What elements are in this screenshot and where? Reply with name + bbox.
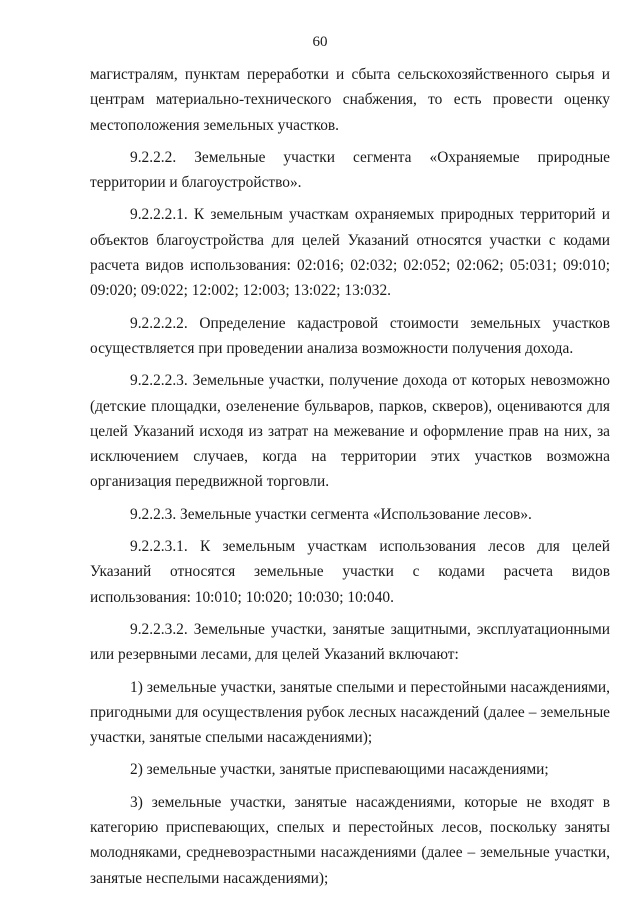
paragraph-6: 9.2.2.3. Земельные участки сегмента «Использование лесов». xyxy=(130,505,532,523)
paragraph-11: 3) земельные участки, занятые насаждениями, которые не входят в категорию приспевающих, спелых и перестойных лесов, поскольку заняты молодняками, средневозрастными насаждениями (далее – земельные участки, занятые неспелыми насаждениями); xyxy=(90,793,610,887)
paragraph-8: 9.2.2.3.2. Земельные участки, занятые защитными, эксплуатационными или резервными лесами, для целей Указаний включают: xyxy=(90,620,610,664)
paragraph-1: магистралям, пунктам переработки и сбыта сельскохозяйственного сырья и центрам материально-технического снабжения, то есть провести оценку местоположения земельных участков. xyxy=(90,66,610,134)
body-text xyxy=(90,62,610,898)
paragraph-9: 1) земельные участки, занятые спелыми и перестойными насаждениями, пригодными для осуществления рубок лесных насаждений (далее – земельные участки, занятые спелыми насаждениями); xyxy=(90,678,610,747)
paragraph-10: 2) земельные участки, занятые приспевающими насаждениями; xyxy=(130,761,549,779)
page-number: 60 xyxy=(312,34,328,50)
paragraph-7: 9.2.2.3.1. К земельным участкам использования лесов для целей Указаний относятся земельные участки с кодами расчета видов использования: 10:010; 10:020; 10:030; 10:040. xyxy=(90,538,610,606)
paragraph-4: 9.2.2.2.2. Определение кадастровой стоимости земельных участков осуществляется при проведении анализа возможности получения дохода. xyxy=(90,314,610,357)
paragraph-3: 9.2.2.2.1. К земельным участкам охраняемых природных территорий и объектов благоустройства для целей Указаний относятся участки с кодами расчета видов использования: 02:016; 02:032; 02:052; 02:062; 05:031; 09:010; 09:020; 09:022; 12:002; 12:003; 13:022; 13:032. xyxy=(90,206,610,300)
paragraph-5: 9.2.2.2.3. Земельные участки, получение дохода от которых невозможно (детские площадки, озеленение бульваров, парков, скверов), оцениваются для целей Указаний исходя из затрат на межевание и оформление прав на них, за исключением случаев, когда на территории этих участков возможна организация передвижной торговли. xyxy=(90,372,610,491)
paragraph-2: 9.2.2.2. Земельные участки сегмента «Охраняемые природные территории и благоустройство». xyxy=(90,148,610,192)
